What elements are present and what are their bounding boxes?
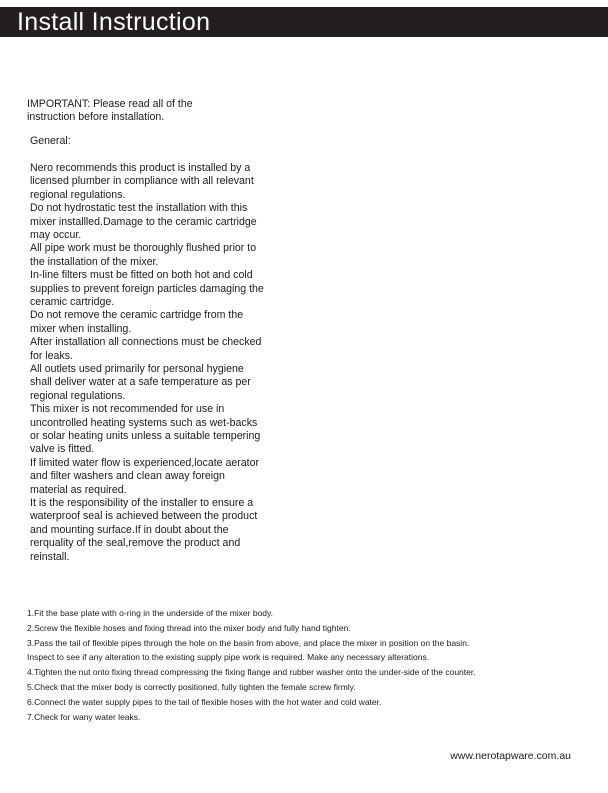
general-line: supplies to prevent foreign particles damaging the xyxy=(30,282,264,295)
page-title: Install Instruction xyxy=(17,8,211,36)
general-line: In-line filters must be fitted on both hot and cold xyxy=(30,269,253,282)
general-line: If limited water flow is experienced,locate aerator xyxy=(30,456,260,469)
general-line: or solar heating units unless a suitable tempering xyxy=(30,430,261,443)
general-line: licensed plumber in compliance with all relevant xyxy=(30,175,254,188)
general-line: and mounting surface.If in doubt about the xyxy=(30,523,229,536)
general-section xyxy=(30,135,292,564)
general-text xyxy=(30,162,292,564)
header-bar xyxy=(0,7,608,37)
important-line-1: IMPORTANT: Please read all of the xyxy=(27,98,193,110)
instruction-step: 7.Check for wany water leaks. xyxy=(27,711,141,722)
general-line: It is the responsibility of the installer to ensure a xyxy=(30,497,254,510)
general-line: mixer when installing. xyxy=(30,322,132,335)
website-url: www.nerotapware.com.au xyxy=(450,750,571,762)
general-line: This mixer is not recommended for use in xyxy=(30,403,225,416)
installation-steps xyxy=(27,606,597,724)
general-line: Do not hydrostatic test the installation with this xyxy=(30,202,248,215)
general-line: and filter washers and clean away foreign xyxy=(30,470,225,483)
general-line: rerquality of the seal,remove the product and xyxy=(30,537,241,550)
general-line: uncontrolled heating systems such as wet-backs xyxy=(30,416,258,429)
general-line: waterproof seal is achieved between the product xyxy=(30,510,258,523)
general-line: the installation of the mixer. xyxy=(30,255,159,268)
general-line: All pipe work must be thoroughly flushed prior to xyxy=(30,242,257,255)
general-line: Nero recommends this product is installed by a xyxy=(30,161,251,174)
instruction-step: 3.Pass the tail of flexible pipes through the hole on the basin from above, and place the mixer in position on the basin. xyxy=(27,637,470,648)
instruction-step: 1.Fit the base plate with o-ring in the underside of the mixer body. xyxy=(27,608,274,618)
instruction-step: Inspect to see if any alteration to the existing supply pipe work is required. Make any necessary alterations. xyxy=(27,652,430,663)
general-line: may occur. xyxy=(30,228,82,241)
general-line: shall deliver water at a safe temperature as per xyxy=(30,376,251,389)
general-line: regional regulations. xyxy=(30,389,126,402)
general-line: All outlets used primarily for personal hygiene xyxy=(30,363,244,375)
instruction-step: 4.Tighten the nut onto fixing thread compressing the fixing flange and rubber washer onto the under-side of the counter. xyxy=(27,667,476,678)
instruction-step: 2.Screw the flexible hoses and fixing thread into the mixer body and fully hand tighten. xyxy=(27,622,351,633)
important-notice xyxy=(27,98,247,123)
general-line: valve is fitted. xyxy=(30,443,95,456)
instruction-step: 5.Check that the mixer body is correctly positioned, fully tighten the female screw firmly. xyxy=(27,681,356,692)
instruction-step: 6.Connect the water supply pipes to the tail of flexible hoses with the hot water and cold water. xyxy=(27,696,382,707)
general-line: After installation all connections must be checked xyxy=(30,336,262,349)
general-line: for leaks. xyxy=(30,349,73,362)
general-line: material as required. xyxy=(30,483,127,496)
important-line-2: instruction before installation. xyxy=(27,110,165,123)
general-line: regional regulations. xyxy=(30,188,126,201)
general-heading: General: xyxy=(30,135,71,147)
general-line: reinstall. xyxy=(30,550,70,563)
general-line: Do not remove the ceramic cartridge from the xyxy=(30,309,244,322)
general-line: ceramic cartridge. xyxy=(30,295,115,308)
general-line: mixer installled.Damage to the ceramic cartridge xyxy=(30,215,257,228)
